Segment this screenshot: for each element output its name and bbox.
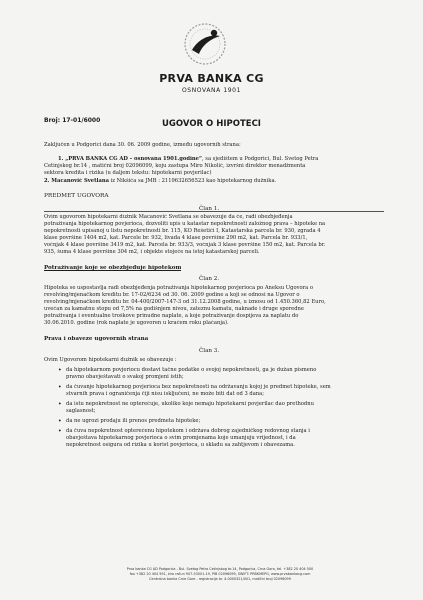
- clause-2-line: revolving/mjenačkom kreditu br. 17-02/6234 od 30. 06. 2009 godine a koji se odnosi na Ugovor o: [44, 292, 300, 298]
- section-rights: Prava i obaveze ugovornih strana: [44, 336, 149, 342]
- clause-2-line: revolving/mjenačkom kreditu br. 04-400/2007-147-3 od 31.12.2008 godine, u iznosu od 1.450.360,82 Euro,: [44, 299, 326, 305]
- party-1-name: 1. „PRVA BANKA CG AD – osnovana 1901.godine“: [58, 156, 202, 162]
- party-2-name: 2. Macanović Svetlana: [44, 178, 109, 184]
- bank-logo-icon: [181, 20, 229, 68]
- party-2-details: iz Nikšića sa JMB : 2119632656523 kao hipotekarnog dužnika.: [108, 178, 277, 184]
- clause-3-bullet-line: da istu nepokretnost ne opterećuje, ukoliko koje nemaju hipotekarni povjerilac dao prethodnu: [66, 401, 314, 407]
- section-subject: PREDMET UGOVORA: [44, 193, 109, 199]
- footer-line: fax +382 20 404 591, žiro račun 907-53001-19, PIB 02096099, SWIFT: PRBKMEPG, www.prvabankacg.com: [129, 572, 311, 576]
- clause-3-bullet-line: da hipotekarnom povjeriocu dostavi tačne podatke o svojoj nepokretnosti, ga je dužan pismeno: [66, 367, 317, 373]
- bullet-icon: •: [58, 428, 62, 435]
- clause-1-line: potraživanja hipotekarnog povjerioca, dozvoliti upis u katastar nepokretnosti založnog prava – hipoteke na: [44, 221, 326, 227]
- clause-2-line: uvećan za kamatnu stopu od 7,5% na godišnjem nivou, zateznu kamatu, naknade i druge sporedne: [44, 306, 304, 312]
- clause-3-bullet-line: da čuva nepokretnost opterećenu hipotekom i održava dobrog zajedničkog redovnog stanja i: [66, 428, 310, 434]
- clause-3-bullet-line: da čuvanje hipotekarnog povjerioca bez nepokretnosti na održavanju kojoj je predmet hipoteke, sem: [66, 384, 331, 390]
- clause-1-line: 935, šuma 4 klase površine 304 m2, i objekte stojeće na istoj katastarskoj parceli.: [44, 249, 260, 255]
- party-1-line-1: [58, 156, 388, 163]
- footer-legal: [60, 567, 380, 582]
- bullet-icon: •: [58, 418, 62, 425]
- clause-2-line: Hipoteka se uspostavlja radi obezbjeđenja potraživanja hipotekarnog povjerioca po Aneksu Ugovora o: [44, 285, 313, 291]
- party-1-line-2: Cetinjskog br.14 , matični broj 02096099, koju zastupa Miro Nikolić, izvršni direktor menadžmenta: [44, 163, 306, 169]
- clause-2-line: 30.06.2010. godine (rok naplate je ugovoren u kraćem roku plaćanja).: [44, 320, 229, 326]
- bank-founded: OSNOVANA 1901: [181, 87, 242, 94]
- party-1-address: , sa sjedištem u Podgorici, Bul. Svetog Petra: [201, 156, 319, 162]
- clause-3-bullet-line: saglasnost;: [66, 408, 96, 414]
- intro-text: Zaključen u Podgorici dana 30. 06. 2009 godine, između ugovornih strana:: [44, 142, 241, 148]
- clause-3-intro: Ovim Ugovorom hipotekarni dužnik se obavezuje :: [44, 357, 177, 363]
- clause-1-line: Ovim ugovorom hipotekarni dužnik Macanović Svetlana se obavezuje da će, radi obezbjeđenja: [44, 214, 293, 220]
- clause-3-bullet-line: obavještava hipotekarnog povjerioca o svim promjenama koje umanjuju vrijednost, i da: [66, 435, 296, 441]
- party-2-line: [44, 178, 388, 185]
- clause-1-line: nepokretnosti upisanoj u listu nepokretnosti br. 115, KO Rešetići I, Katastarska parcela br. 930, zgrada 4: [44, 228, 321, 234]
- clause-1-heading: Član 1.: [199, 206, 220, 212]
- section-claims: Potraživanje koje se obezbjeđuje hipotekom: [44, 265, 182, 271]
- footer-line: Prva banka CG AD Podgorica - Bul. Svetog Petra Cetinjskog br.14, Podgorica, Crna Gora, tel. +382 20 404 500: [126, 567, 314, 571]
- party-1-line-3: sektora kredita i rizika (u daljem tekstu: hipotekarni povjerilac): [44, 170, 212, 176]
- clause-3-bullet-line: stvarnih prava i ograničenja čiji nisu isključeni, ne može biti dat od 3 dana;: [66, 391, 264, 397]
- bullet-icon: •: [58, 401, 62, 408]
- clause-2-line: potraživanja i eventualne troškove prinudne naplate, a koje potraživanje dospijeva za naplatu do: [44, 313, 299, 319]
- clause-1-line: voćnjak 4 klase površine 3419 m2, kat. Parcela br. 933/3, voćnjak 3 klase površine 150 m2, kat. Parcela br.: [44, 242, 326, 248]
- bullet-icon: •: [58, 384, 62, 391]
- clause-3-bullet-line: pravno obavještavati o svakoj promjeni istih;: [66, 374, 184, 380]
- bullet-icon: •: [58, 367, 62, 374]
- clause-1-line: klase površine 1404 m2, kat. Parcele br. 932, livada 4 klase površine 290 m2, kat. Parcela br. 933/1,: [44, 235, 308, 241]
- clause-1-divider: [44, 211, 384, 212]
- document-number: Broj: 17-01/6000: [44, 117, 101, 124]
- document-title: UGOVOR O HIPOTECI: [162, 119, 261, 129]
- footer-line: Centralna banka Crne Gore - registracija br. 4-0000321/001, matični broj 02096099: [149, 577, 291, 581]
- clause-3-bullet-line: da ne ugrozi prodaju ili prenos predmeta hipoteke;: [66, 418, 201, 424]
- clause-3-heading: Član 3.: [199, 348, 220, 354]
- bank-name: PRVA BANKA CG: [159, 72, 264, 85]
- clause-3-bullet-line: nepokretnost osigura od rizika u korist povjerioca, u skladu sa zahtjevom i obavezama.: [66, 442, 295, 448]
- clause-2-heading: Član 2.: [199, 276, 220, 282]
